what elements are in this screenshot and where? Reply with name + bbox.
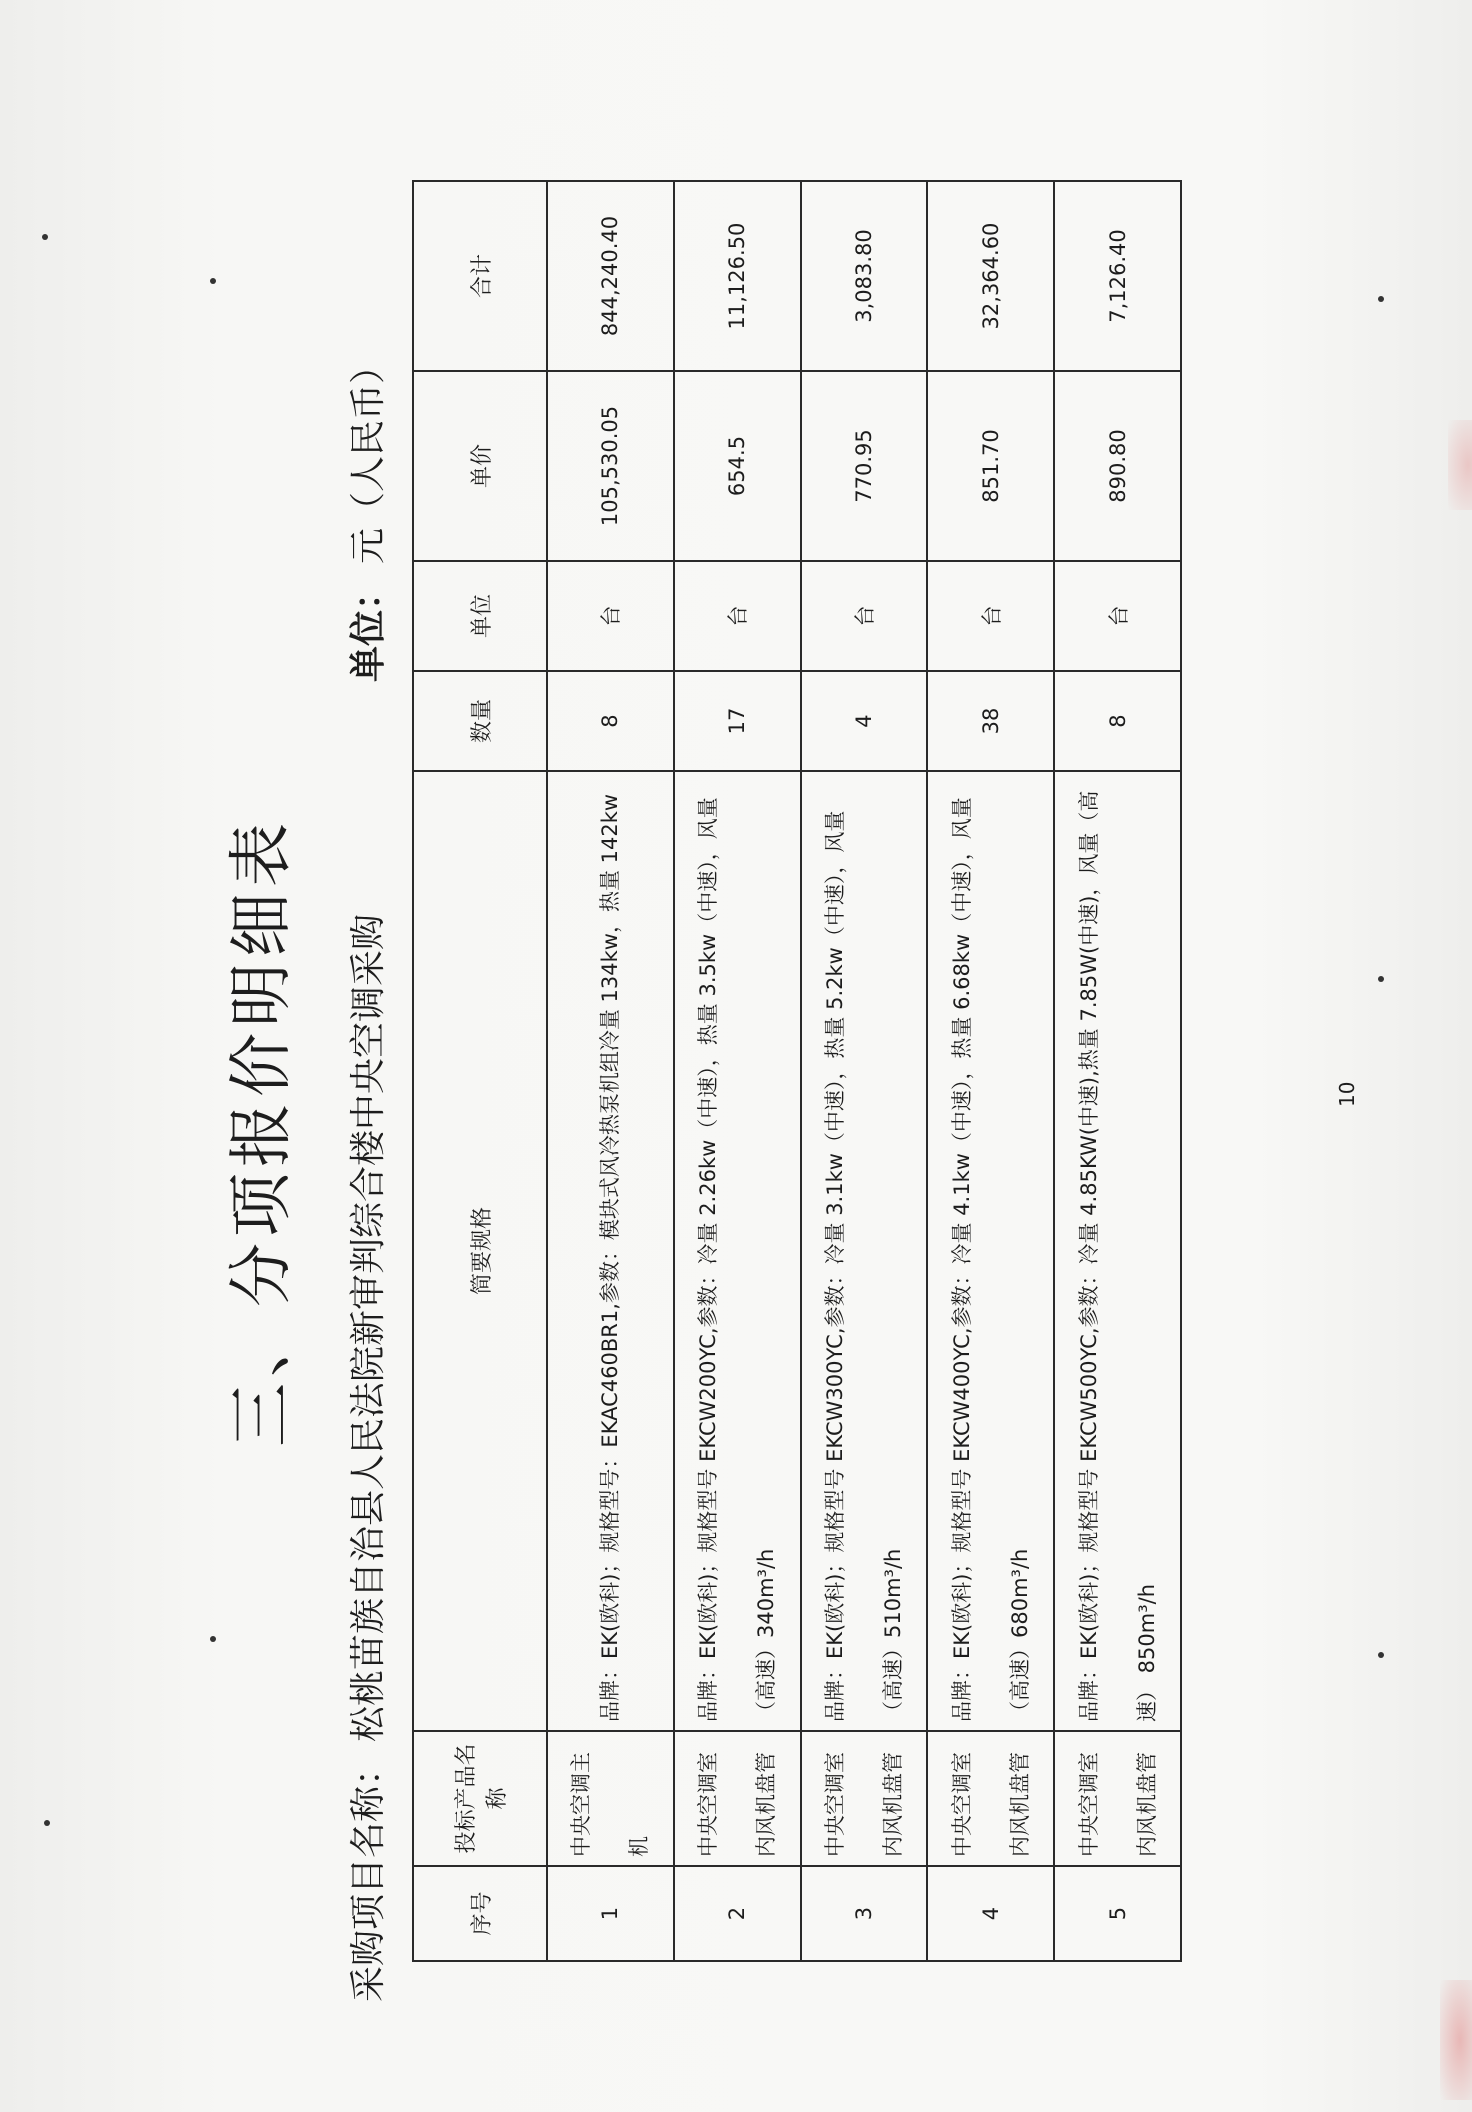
row-total: 7,126.40 (1054, 181, 1181, 371)
row-qty: 38 (927, 671, 1054, 771)
header-qty: 数量 (413, 671, 547, 771)
row-index: 1 (547, 1866, 674, 1961)
unit-value: 元（人民币） (348, 347, 389, 564)
header-index: 序号 (413, 1866, 547, 1961)
row-index: 2 (674, 1866, 801, 1961)
project-name-line (340, 914, 391, 2002)
quotation-table (412, 180, 1182, 1962)
row-product: 中央空调室内风机盘管 (927, 1731, 1054, 1866)
row-unit: 台 (547, 561, 674, 671)
row-qty: 17 (674, 671, 801, 771)
currency-unit-line (340, 348, 391, 682)
row-product: 中央空调室内风机盘管 (801, 1731, 928, 1866)
row-index: 4 (927, 1866, 1054, 1961)
table-row (674, 181, 801, 1961)
page-title: 三、分项报价明细表 (225, 817, 299, 1447)
header-product: 投标产品名称 (413, 1731, 547, 1866)
row-unit: 台 (1054, 561, 1181, 671)
row-total: 3,083.80 (801, 181, 928, 371)
row-index: 5 (1054, 1866, 1181, 1961)
row-price: 890.80 (1054, 371, 1181, 561)
row-spec: 品牌：EK(欧科)；规格型号 EKCW400YC,参数：冷量 4.1kw（中速），热量 6.68kw（中速），风量（高速）680m³/h (927, 771, 1054, 1731)
row-spec: 品牌：EK(欧科)；规格型号 EKCW500YC,参数：冷量 4.85KW(中速),热量 7.85W(中速)，风量（高速） 850m³/h (1054, 771, 1181, 1731)
header-price: 单价 (413, 371, 547, 561)
table-header-row (413, 181, 547, 1961)
row-total: 11,126.50 (674, 181, 801, 371)
row-price: 770.95 (801, 371, 928, 561)
row-price: 105,530.05 (547, 371, 674, 561)
table-row (927, 181, 1054, 1961)
row-unit: 台 (801, 561, 928, 671)
row-product: 中央空调室内风机盘管 (674, 1731, 801, 1866)
row-price: 654.5 (674, 371, 801, 561)
row-qty: 8 (547, 671, 674, 771)
row-qty: 4 (801, 671, 928, 771)
table-row (547, 181, 674, 1961)
header-total: 合计 (413, 181, 547, 371)
row-spec: 品牌：EK(欧科)；规格型号 EKCW200YC,参数：冷量 2.26kw（中速），热量 3.5kw（中速），风量（高速）340m³/h (674, 771, 801, 1731)
unit-label: 单位： (348, 573, 389, 682)
row-price: 851.70 (927, 371, 1054, 561)
row-total: 844,240.40 (547, 181, 674, 371)
header-spec: 简要规格 (413, 771, 547, 1731)
row-index: 3 (801, 1866, 928, 1961)
row-total: 32,364.60 (927, 181, 1054, 371)
project-label: 采购项目名称： (348, 1749, 389, 2002)
row-product: 中央空调主机 (547, 1731, 674, 1866)
row-qty: 8 (1054, 671, 1181, 771)
row-unit: 台 (674, 561, 801, 671)
table-row (1054, 181, 1181, 1961)
table-row (801, 181, 928, 1961)
page-number: 10 (1335, 1081, 1359, 1107)
row-spec: 品牌：EK(欧科)；规格型号 EKCW300YC,参数：冷量 3.1kw（中速），热量 5.2kw（中速），风量（高速）510m³/h (801, 771, 928, 1731)
row-product: 中央空调室内风机盘管 (1054, 1731, 1181, 1866)
row-spec: 品牌：EK(欧科)；规格型号：EKAC460BR1,参数：模块式风冷热泵机组冷量 134kw，热量 142kw (547, 771, 674, 1731)
header-unit: 单位 (413, 561, 547, 671)
row-unit: 台 (927, 561, 1054, 671)
project-name: 松桃苗族自治县人民法院新审判综合楼中央空调采购 (348, 913, 389, 1742)
